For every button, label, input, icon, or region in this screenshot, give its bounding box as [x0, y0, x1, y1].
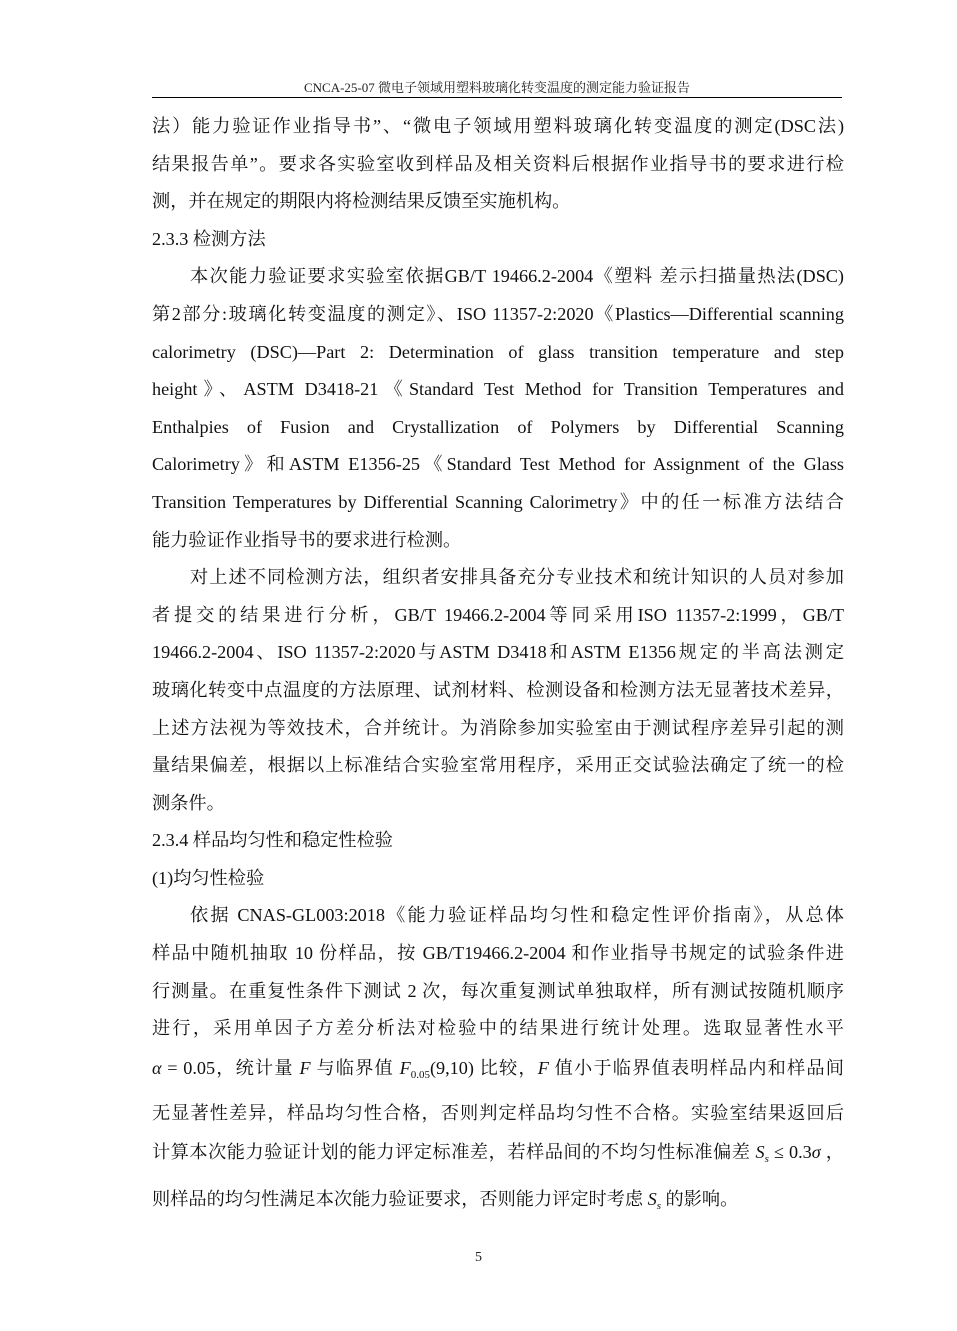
- text-line: Enthalpies of Fusion and Crystallization of Polymers by Differential Scanning: [152, 416, 844, 437]
- f-critical-symbol: F: [399, 1057, 411, 1078]
- text-line: Calorimetry》和ASTM E1356-25《Standard Test Method for Assignment of the Glass: [152, 454, 844, 475]
- text-line: 测，并在规定的期限内将检测结果反馈至实施机构。: [152, 191, 571, 212]
- text-fragment: 比较，: [473, 1057, 538, 1078]
- section-heading-2-3-3: 2.3.3 检测方法: [152, 228, 266, 249]
- text-fragment: ，统计量: [215, 1057, 300, 1078]
- text-line: 能力验证作业指导书的要求进行检测。: [152, 529, 462, 550]
- text-fragment: ，: [820, 1142, 844, 1163]
- text-fragment: 则样品的均匀性满足本次能力验证要求，否则能力评定时考虑: [152, 1189, 648, 1210]
- paragraph-continuation: [152, 108, 844, 221]
- paragraph-method-analysis: [152, 559, 844, 822]
- inequality: ≤ 0.3: [768, 1142, 812, 1163]
- text-line: 样品中随机抽取 10 份样品，按 GB/T19466.2-2004 和作业指导书规定的试验条件进: [152, 943, 844, 964]
- page-number: 5: [475, 1250, 482, 1265]
- text-line: 者提交的结果进行分析，GB/T 19466.2-2004等同采用ISO 11357-2:1999，GB/T: [152, 604, 844, 625]
- text-fragment: 的影响。: [661, 1189, 739, 1210]
- f-critical-args: (9,10): [429, 1057, 474, 1078]
- formula-line: [152, 1048, 844, 1095]
- text-fragment: 值小于临界值表明样品内和样品间: [548, 1057, 844, 1078]
- alpha-symbol: α: [152, 1057, 162, 1078]
- ss-symbol: S: [755, 1142, 765, 1163]
- paragraph-test-methods: [152, 258, 844, 559]
- page-body: [152, 108, 844, 1226]
- text-line: 19466.2-2004、ISO 11357-2:2020与ASTM D3418和ASTM E1356规定的半高法测定: [152, 642, 844, 663]
- text-line: Transition Temperatures by Differential Scanning Calorimetry》中的任一标准方法结合: [152, 491, 844, 512]
- text-line: 量结果偏差，根据以上标准结合实验室常用程序，采用正交试验法确定了统一的检: [152, 755, 844, 776]
- formula-line: [152, 1179, 844, 1226]
- text-line: 对上述不同检测方法，组织者安排具备充分专业技术和统计知识的人员对参加: [190, 567, 844, 588]
- text-line: 结果报告单”。要求各实验室收到样品及相关资料后根据作业指导书的要求进行检: [152, 153, 844, 174]
- text-fragment: 与临界值: [310, 1057, 400, 1078]
- text-line: 行测量。在重复性条件下测试 2 次，每次重复测试单独取样，所有测试按随机顺序: [152, 980, 844, 1001]
- subsection-heading-homogeneity: (1)均匀性检验: [152, 867, 265, 888]
- text-fragment: 计算本次能力验证计划的能力评定标准差，若样品间的不均匀性标准偏差: [152, 1142, 756, 1163]
- running-header: CNCA-25-07 微电子领域用塑料玻璃化转变温度的测定能力验证报告: [303, 80, 691, 95]
- f-symbol: F: [299, 1057, 311, 1078]
- text-line: 进行，采用单因子方差分析法对检验中的结果进行统计处理。选取显著性水平: [152, 1018, 844, 1039]
- alpha-value: = 0.05: [161, 1057, 216, 1078]
- text-line: 上述方法视为等效技术，合并统计。为消除参加实验室由于测试程序差异引起的测: [152, 717, 844, 738]
- formula-line: [152, 1132, 844, 1179]
- text-line: calorimetry (DSC)—Part 2: Determination of glass transition temperature and step: [152, 341, 844, 362]
- text-line: 法）能力验证作业指导书”、“微电子领域用塑料玻璃化转变温度的测定(DSC法): [152, 116, 844, 136]
- header-rule: [152, 97, 842, 98]
- ss-symbol: S: [647, 1189, 657, 1210]
- section-heading-2-3-4: 2.3.4 样品均匀性和稳定性检验: [152, 830, 393, 851]
- paragraph-homogeneity: [152, 897, 844, 1226]
- text-line: 本次能力验证要求实验室依据GB/T 19466.2-2004《塑料 差示扫描量热法(DSC): [190, 266, 844, 287]
- sigma-symbol: σ: [811, 1142, 821, 1163]
- text-line: 第2部分:玻璃化转变温度的测定》、ISO 11357-2:2020《Plastics—Differential scanning: [152, 303, 844, 324]
- f-symbol: F: [537, 1057, 549, 1078]
- text-line: height》、ASTM D3418-21《Standard Test Method for Transition Temperatures and: [152, 379, 844, 400]
- text-line: 依据 CNAS-GL003:2018《能力验证样品均匀性和稳定性评价指南》，从总体: [190, 905, 844, 926]
- text-line: 无显著性差异，样品均匀性合格，否则判定样品均匀性不合格。实验室结果返回后: [152, 1102, 844, 1123]
- ss-subscript: s: [764, 1153, 769, 1166]
- text-line: 测条件。: [152, 792, 225, 813]
- text-line: 玻璃化转变中点温度的方法原理、试剂材料、检测设备和检测方法无显著技术差异，: [152, 679, 844, 700]
- f-critical-subscript: 0.05: [410, 1068, 430, 1081]
- ss-subscript: s: [656, 1200, 661, 1213]
